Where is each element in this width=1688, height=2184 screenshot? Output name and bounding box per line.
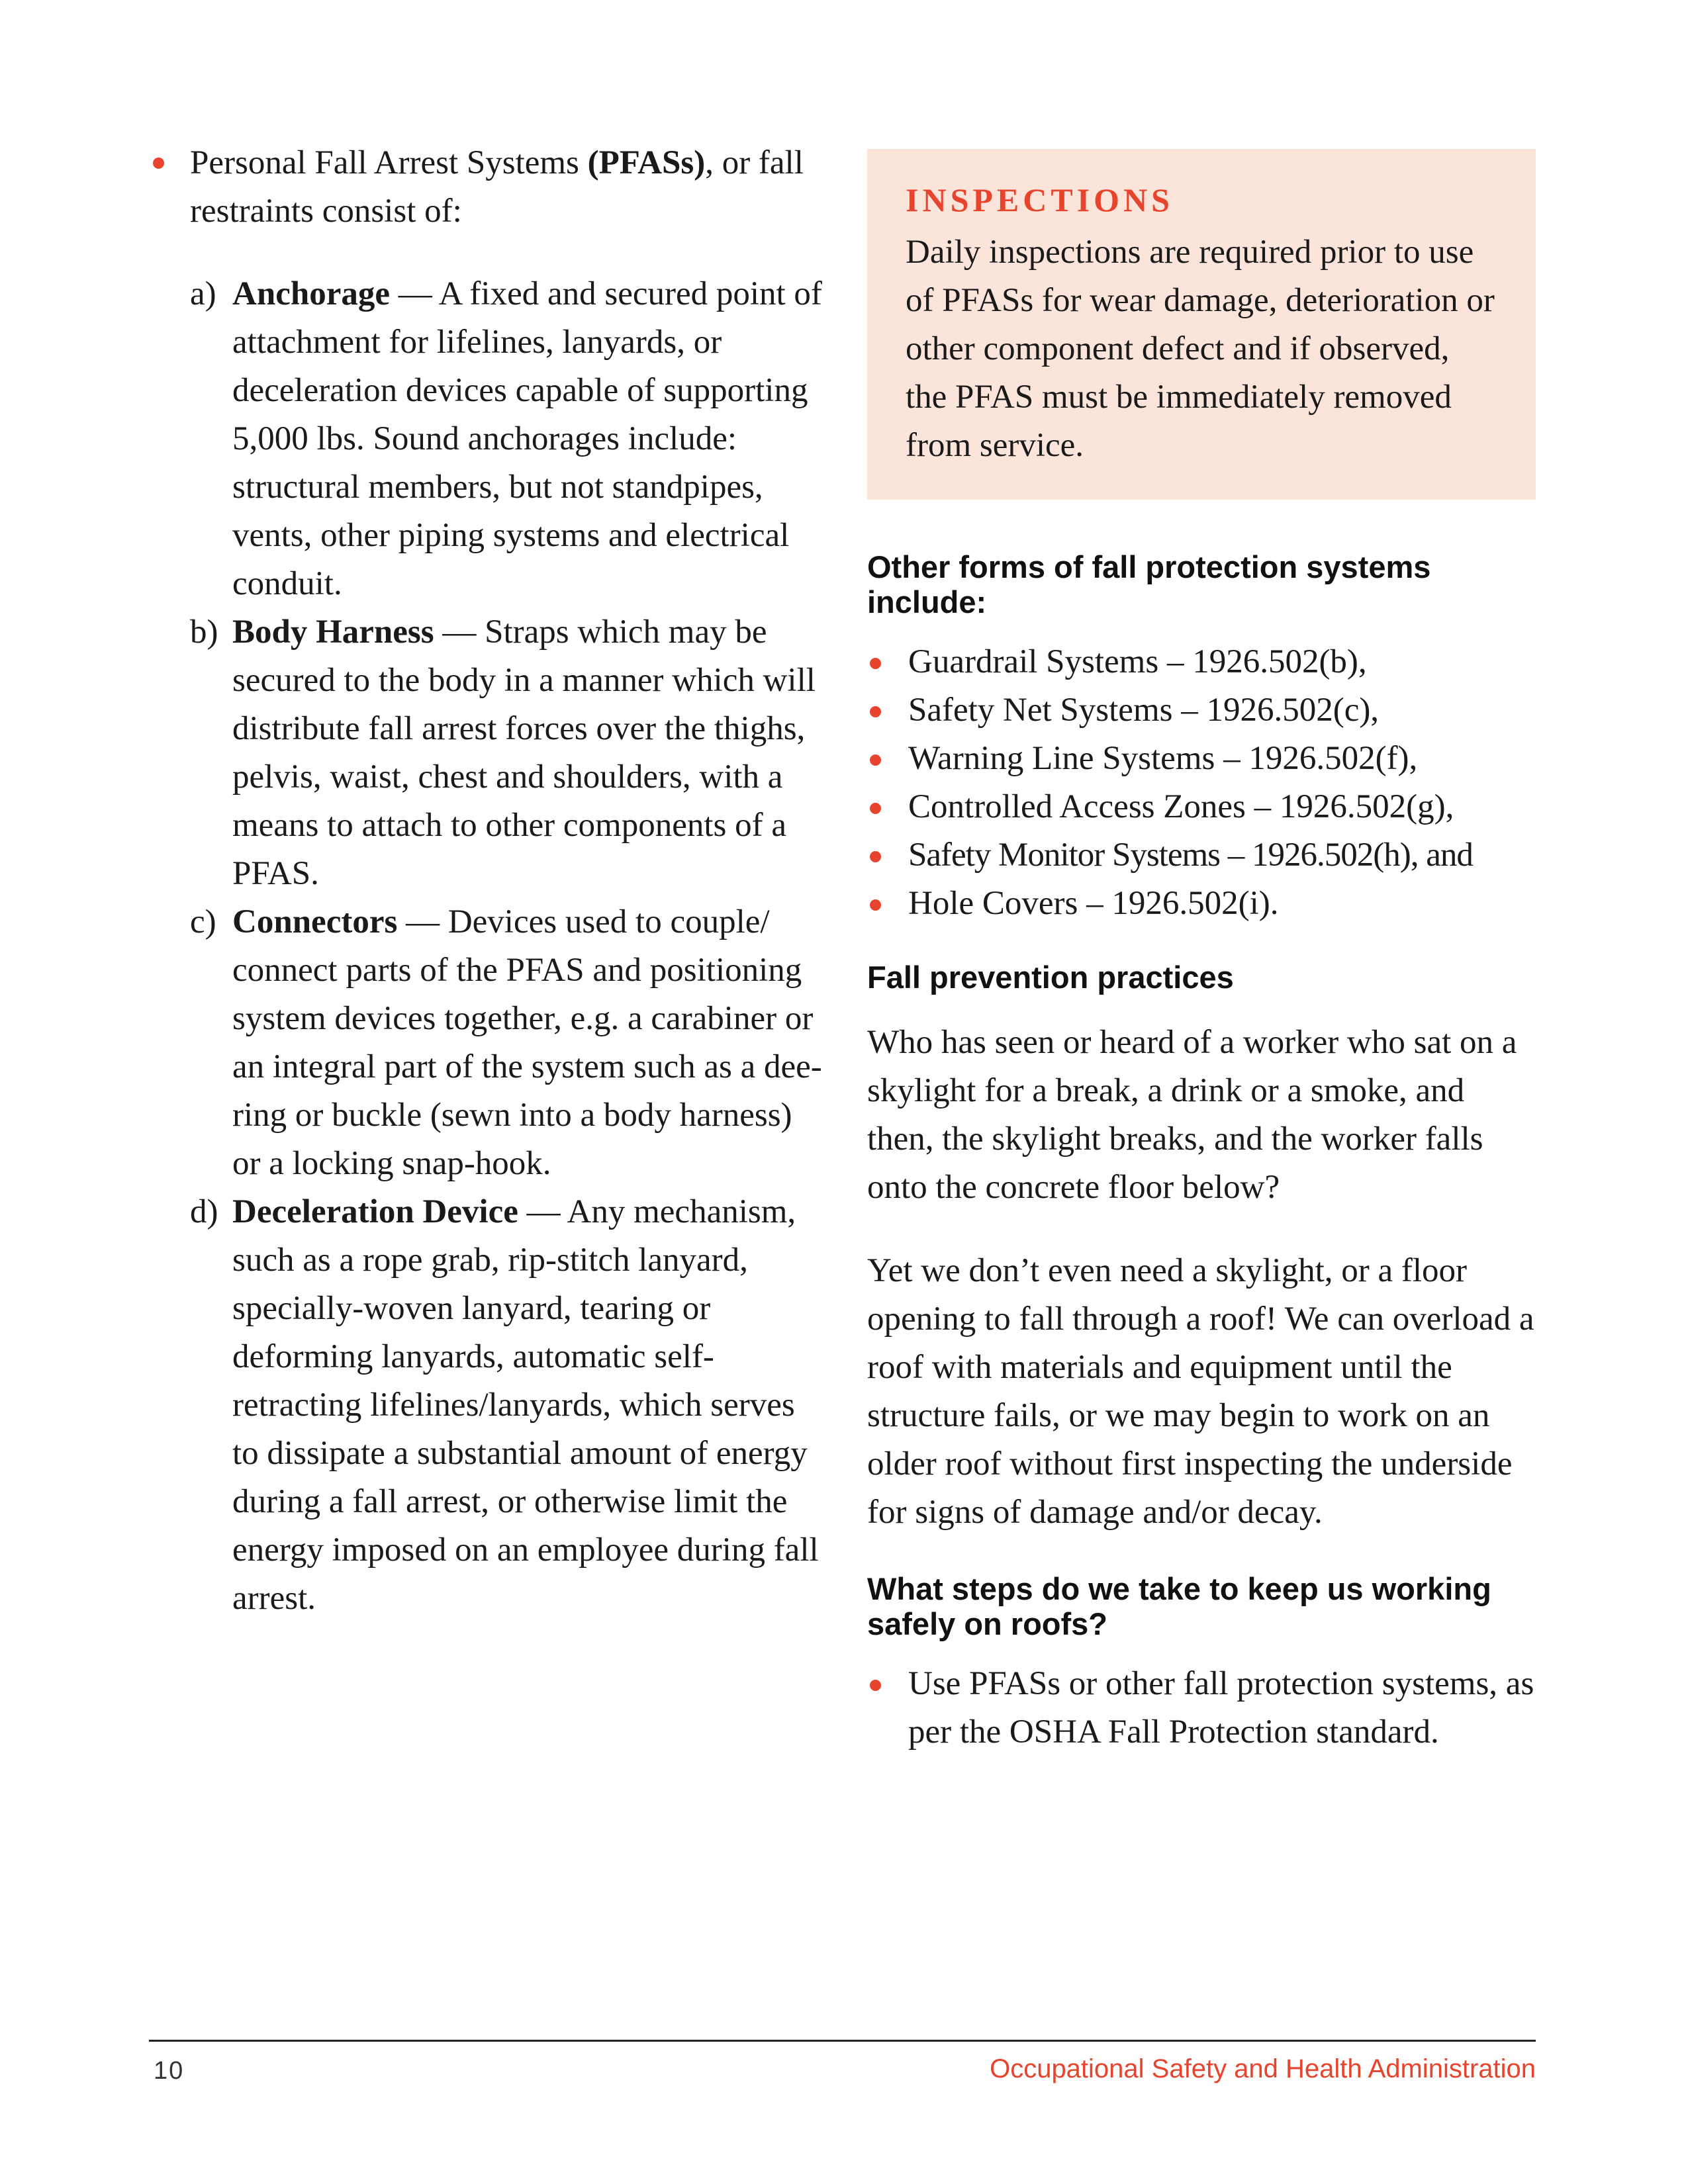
item-term: Anchorage [232, 275, 390, 312]
page-number: 10 [154, 2057, 185, 2085]
bullet-icon [870, 706, 881, 717]
fall-prevention-para-1: Who has seen or heard of a worker who sat on a skylight for a break, a drink or a smoke, and then, the skylight breaks, and the worker falls onto the concrete floor below? [867, 1024, 1517, 1206]
list-item-text: Use PFASs or other fall protection systems, as per the OSHA Fall Protection standard. [908, 1665, 1534, 1751]
left-column [149, 139, 824, 1623]
item-letter: a) [190, 275, 216, 312]
intro-text-before: Personal Fall Arrest Systems [190, 144, 588, 181]
footer-organization: Occupational Safety and Health Administration [990, 2054, 1536, 2083]
bullet-icon [870, 803, 881, 814]
item-letter: d) [190, 1193, 218, 1230]
list-item [190, 608, 824, 898]
item-term: Connectors [232, 903, 398, 940]
item-letter: c) [190, 903, 216, 940]
fall-prevention-heading: Fall prevention practices [867, 960, 1234, 995]
bullet-icon [870, 658, 881, 669]
list-item-text: Controlled Access Zones – 1926.502(g), [908, 788, 1454, 825]
item-term: Deceleration Device [232, 1193, 518, 1230]
list-item [190, 898, 824, 1188]
intro-text-bold: (PFASs) [587, 144, 706, 181]
list-item [190, 270, 824, 608]
intro-text-after: , or fall restraints consist of: [190, 144, 804, 230]
item-text: — Any mechanism, such as a rope grab, rip-stitch lanyard, specially-woven lanyard, tearing or deforming lanyards, automatic self-retracting lifelines/lanyards, which serves to dissipate a substantial amount of energy during a fall arrest, or otherwise limit the energy imposed on an employee during fall arrest. [232, 1193, 819, 1617]
item-term: Body Harness [232, 614, 434, 651]
steps-heading: What steps do we take to keep us working safely on roofs? [867, 1571, 1491, 1641]
list-item [867, 638, 1536, 686]
inspections-title: INSPECTIONS [906, 181, 1174, 218]
item-text: — A fixed and secured point of attachment for lifelines, lanyards, or deceleration devices capable of supporting 5,000 lbs. Sound anchorages include: structural members, but not standpipes, vents, other piping systems and electrical conduit. [232, 275, 822, 602]
bullet-icon [153, 158, 164, 169]
item-letter: b) [190, 614, 218, 651]
inspections-callout [867, 149, 1536, 500]
item-text: — Devices used to couple/ connect parts of the PFAS and positioning system devices together, e.g. a carabiner or an integral part of the system such as a dee-ring or buckle (sewn into a body harness) or a locking snap-hook. [232, 903, 822, 1182]
list-item-text: Hole Covers – 1926.502(i). [908, 885, 1279, 922]
list-item [867, 880, 1536, 928]
list-item [867, 686, 1536, 735]
list-item-text: Warning Line Systems – 1926.502(f), [908, 740, 1418, 777]
list-item [867, 783, 1536, 831]
list-item-text: Safety Monitor Systems – 1926.502(h), and [908, 837, 1473, 874]
footer-divider [149, 2040, 1536, 2042]
list-item-text: Guardrail Systems – 1926.502(b), [908, 643, 1367, 680]
list-item [190, 1188, 824, 1623]
list-item [867, 735, 1536, 783]
bullet-icon [870, 1680, 881, 1691]
pfas-intro [149, 139, 824, 236]
other-forms-heading: Other forms of fall protection systems include: [867, 549, 1431, 619]
bullet-icon [870, 899, 881, 911]
bullet-icon [870, 754, 881, 766]
list-item [867, 831, 1536, 880]
steps-list [867, 1660, 1536, 1756]
fall-prevention-para-2: Yet we don’t even need a skylight, or a floor opening to fall through a roof! We can overload a roof with materials and equipment until the structure fails, or we may begin to work on an older roof without first inspecting the underside for signs of damage and/or decay. [867, 1252, 1534, 1531]
right-column [867, 549, 1536, 1756]
list-item-text: Safety Net Systems – 1926.502(c), [908, 692, 1380, 729]
inspections-body: Daily inspections are required prior to use of PFASs for wear damage, deterioration or other component defect and if observed, the PFAS must be immediately removed from service. [906, 234, 1495, 464]
other-forms-list [867, 638, 1536, 928]
list-item [867, 1660, 1536, 1756]
bullet-icon [870, 851, 881, 862]
pfas-components-list [149, 270, 824, 1623]
item-text: — Straps which may be secured to the body in a manner which will distribute fall arrest forces over the thighs, pelvis, waist, chest and shoulders, with a means to attach to other components of a PFAS. [232, 614, 816, 892]
